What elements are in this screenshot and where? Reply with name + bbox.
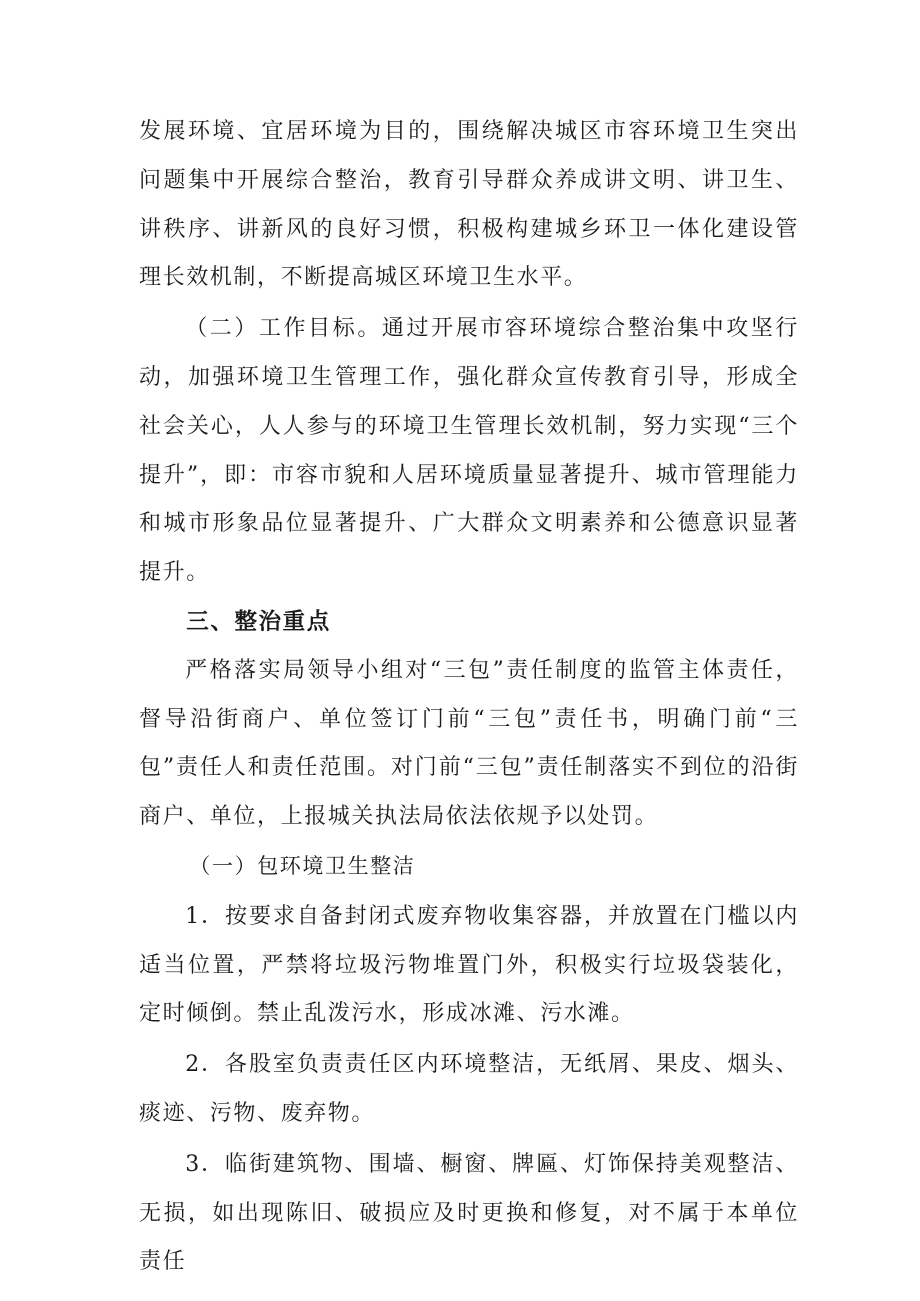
- subheading-environment-cleanliness: （一）包环境卫生整洁: [189, 853, 416, 878]
- list-item-3: 3．临街建筑物、围墙、橱窗、牌匾、灯饰保持美观整洁、无损，如出现陈旧、破损应及时更换和修复，对不属于本单位责任: [139, 1151, 799, 1275]
- list-item-2: 2．各股室负责责任区内环境整洁，无纸屑、果皮、烟头、痰迹、污物、废弃物。: [139, 1052, 799, 1126]
- paragraph-responsibility: 严格落实局领导小组对“三包”责任制度的监管主体责任，督导沿街商户、单位签订门前“三包”责任书，明确门前“三包”责任人和责任范围。对门前“三包”责任制落实不到位的沿街商户、单位，上报城关执法局依法依规予以处罚。: [139, 657, 799, 830]
- paragraph-purpose: 发展环境、宜居环境为目的，围绕解决城区市容环境卫生突出问题集中开展综合整治，教育引导群众养成讲文明、讲卫生、讲秩序、讲新风的良好习惯，积极构建城乡环卫一体化建设管理长效机制，不断提高城区环境卫生水平。: [139, 119, 799, 291]
- section-heading-key-points: 三、整治重点: [186, 608, 331, 635]
- list-item-1: 1．按要求自备封闭式废弃物收集容器，并放置在门槛以内适当位置，严禁将垃圾污物堆置门外，积极实行垃圾袋装化，定时倾倒。禁止乱泼污水，形成冰滩、污水滩。: [139, 903, 799, 1027]
- document-page: [139, 108, 799, 1287]
- paragraph-work-goal: （二）工作目标。通过开展市容环境综合整治集中攻坚行动，加强环境卫生管理工作，强化群众宣传教育引导，形成全社会关心，人人参与的环境卫生管理长效机制，努力实现“三个提升”，即：市容市貌和人居环境质量显著提升、城市管理能力和城市形象品位显著提升、广大群众文明素养和公德意识显著提升。: [139, 316, 799, 586]
